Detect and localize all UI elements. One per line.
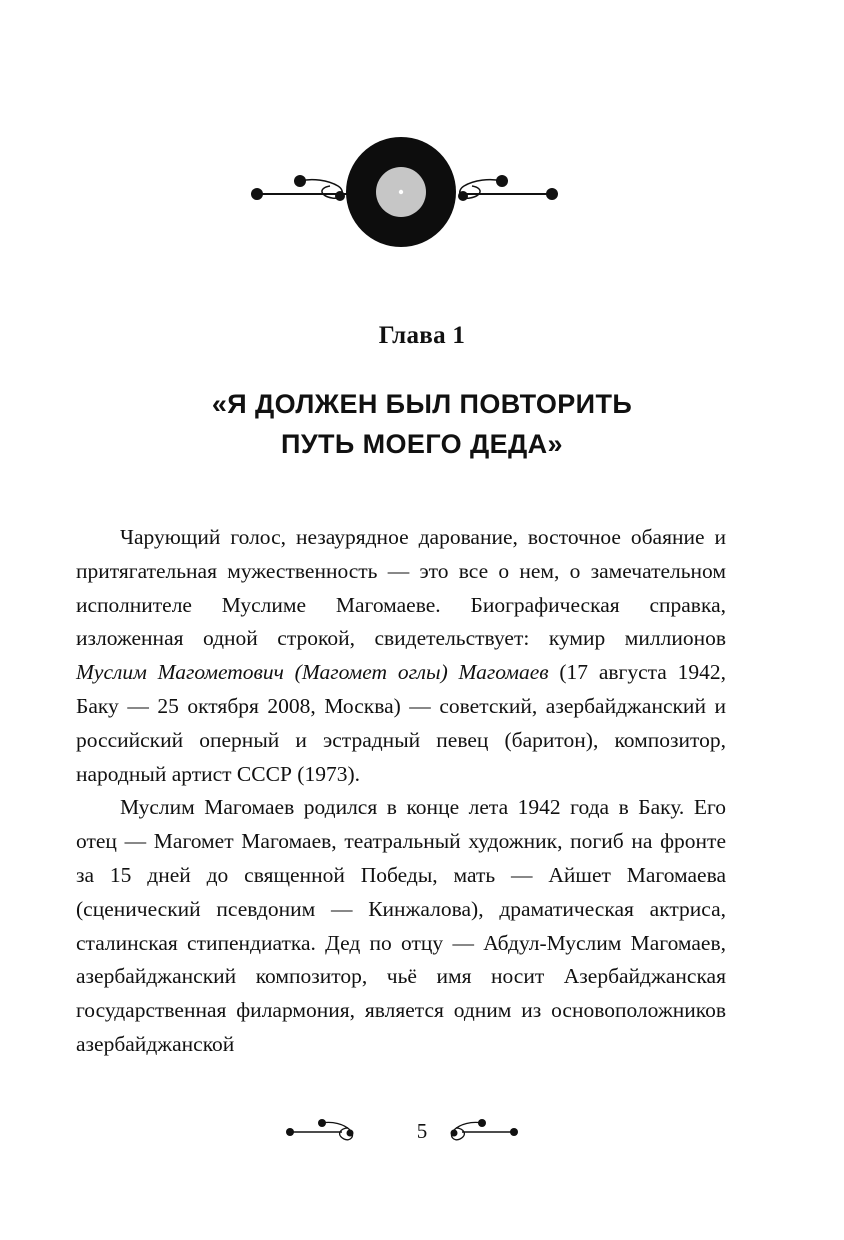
vinyl-record-ornament-icon [250, 128, 560, 258]
chapter-title-line-1: «Я ДОЛЖЕН БЫЛ ПОВТОРИТЬ [211, 389, 633, 419]
paragraph-1-part-2: (17 августа 1942, Баку — 25 октября 2008, Москва) — советский, азербайджанский и российский оперный и эстрадный певец (баритон), композитор, народный артист СССР (1973). [76, 660, 726, 786]
paragraph-1-part-1: Чарующий голос, незаурядное дарование, восточное обаяние и притягательная мужественность — это все о нем, о замечательном исполнителе Муслиме Магомаеве. Биографическая справка, изложенная одной строкой, свидетельствует: кумир миллионов [76, 525, 726, 651]
paragraph-1 [76, 521, 726, 791]
chapter-label: Глава 1 [378, 322, 466, 349]
chapter-title [0, 384, 844, 464]
page-number: 5 [416, 1119, 428, 1143]
chapter-title-line-2: ПУТЬ МОЕГО ДЕДА» [281, 429, 563, 459]
body-text [76, 521, 726, 1062]
paragraph-1-italic-name: Муслим Магометович (Магомет оглы) Магомаев [76, 660, 549, 685]
paragraph-2: Муслим Магомаев родился в конце лета 1942 года в Баку. Его отец — Магомет Магомаев, театральный художник, погиб на фронте за 15 дней до священной Победы, мать — Айшет Магомаева (сценический псевдоним — Кинжалова), драматическая актриса, сталинская стипендиатка. Дед по отцу — Абдул-Муслим Магомаев, азербайджанский композитор, чьё имя носит Азербайджанская государственная филармония, является одним из основоположников азербайджанской [76, 795, 726, 1056]
